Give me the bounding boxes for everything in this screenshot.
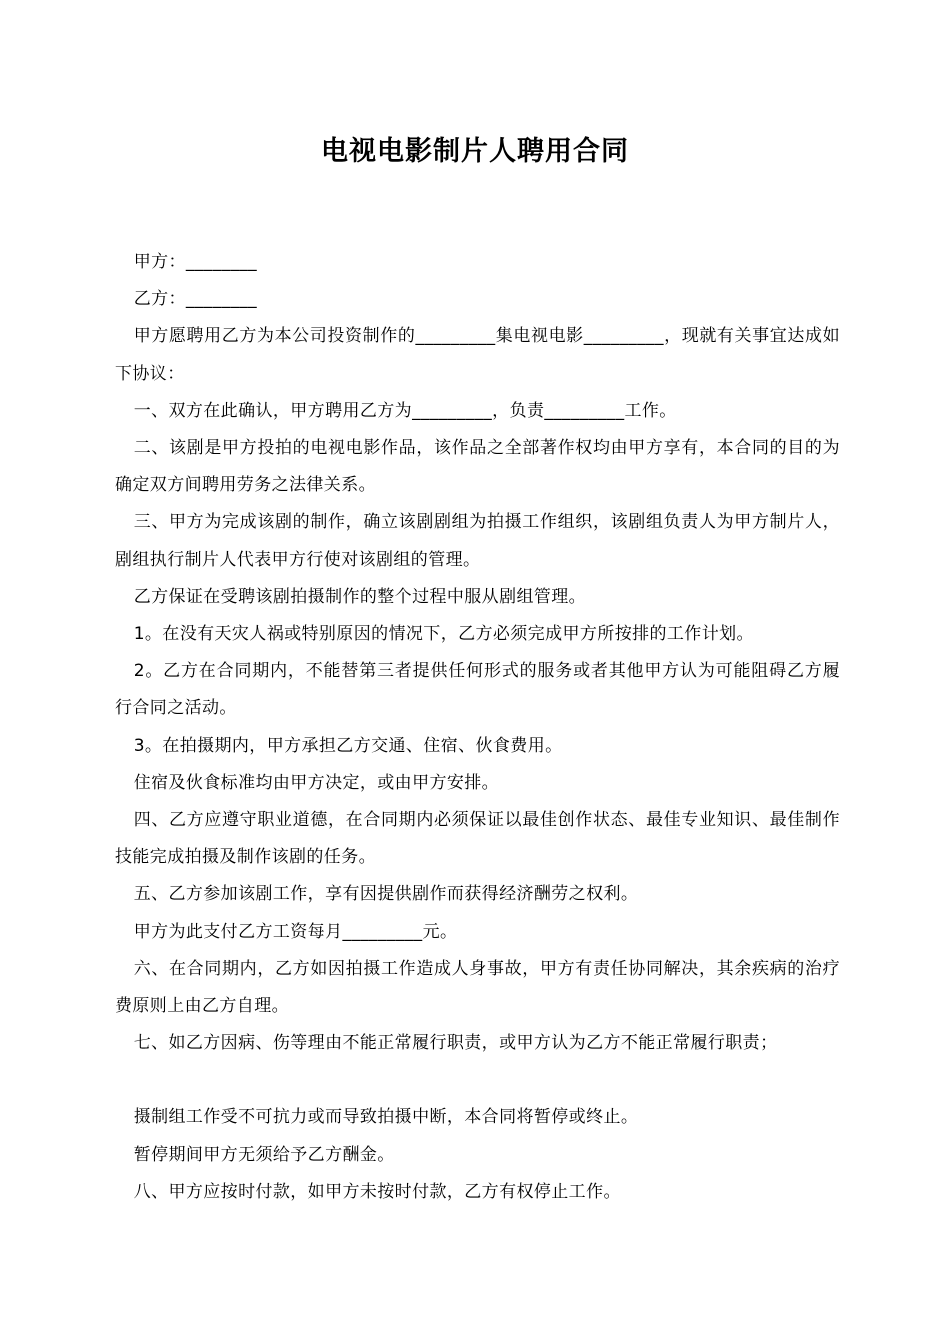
clause-5: 五、乙方参加该剧工作，享有因提供剧作而获得经济酬劳之权利。 bbox=[133, 884, 639, 905]
clause-2: 二、该剧是甲方投拍的电视电影作品，该作品之全部著作权均由甲方享有，本合同的目的为确定双方间聘用劳务之法律关系。 bbox=[115, 438, 840, 496]
clause-5-salary: 甲方为此支付乙方工资每月_________元。 bbox=[133, 921, 458, 942]
clause-3-note: 乙方保证在受聘该剧拍摄制作的整个过程中服从剧组管理。 bbox=[133, 586, 587, 607]
clause-7-continued: 摄制组工作受不可抗力或而导致拍摄中断，本合同将暂停或终止。 bbox=[133, 1107, 639, 1128]
preamble-paragraph: 甲方愿聘用乙方为本公司投资制作的_________集电视电影_________，现就有关事宜达成如下协议： bbox=[115, 326, 840, 384]
clause-4: 四、乙方应遵守职业道德，在合同期内必须保证以最佳创作状态、最佳专业知识、最佳制作技能完成拍摄及制作该剧的任务。 bbox=[115, 810, 840, 868]
party-a-line: 甲方：________ bbox=[133, 252, 258, 272]
clause-3-item-3: 3。在拍摄期内，甲方承担乙方交通、住宿、伙食费用。 bbox=[133, 735, 563, 756]
document-body bbox=[115, 244, 840, 1211]
clause-7-note: 暂停期间甲方无须给予乙方酬金。 bbox=[133, 1144, 395, 1165]
clause-7: 七、如乙方因病、伤等理由不能正常履行职责，或甲方认为乙方不能正常履行职责； bbox=[133, 1033, 778, 1054]
clause-8: 八、甲方应按时付款，如甲方未按时付款，乙方有权停止工作。 bbox=[133, 1181, 621, 1202]
clause-3: 三、甲方为完成该剧的制作，确立该剧剧组为拍摄工作组织，该剧组负责人为甲方制片人，剧组执行制片人代表甲方行使对该剧组的管理。 bbox=[115, 512, 840, 570]
clause-1: 一、双方在此确认，甲方聘用乙方为_________，负责_________工作。 bbox=[133, 400, 677, 421]
document-title: 电视电影制片人聘用合同 bbox=[321, 136, 629, 167]
party-b-line: 乙方：________ bbox=[133, 289, 258, 310]
clause-3-item-1: 1。在没有天灾人祸或特别原因的情况下，乙方必须完成甲方所按排的工作计划。 bbox=[133, 624, 754, 645]
clause-3-item-2: 2。乙方在合同期内，不能替第三者提供任何形式的服务或者其他甲方认为可能阻碍乙方履行合同之活动。 bbox=[115, 661, 840, 719]
clause-3-item-3-note: 住宿及伙食标准均由甲方决定，或由甲方安排。 bbox=[133, 772, 500, 793]
clause-6: 六、在合同期内，乙方如因拍摄工作造成人身事故，甲方有责任协同解决，其余疾病的治疗费原则上由乙方自理。 bbox=[115, 958, 840, 1017]
